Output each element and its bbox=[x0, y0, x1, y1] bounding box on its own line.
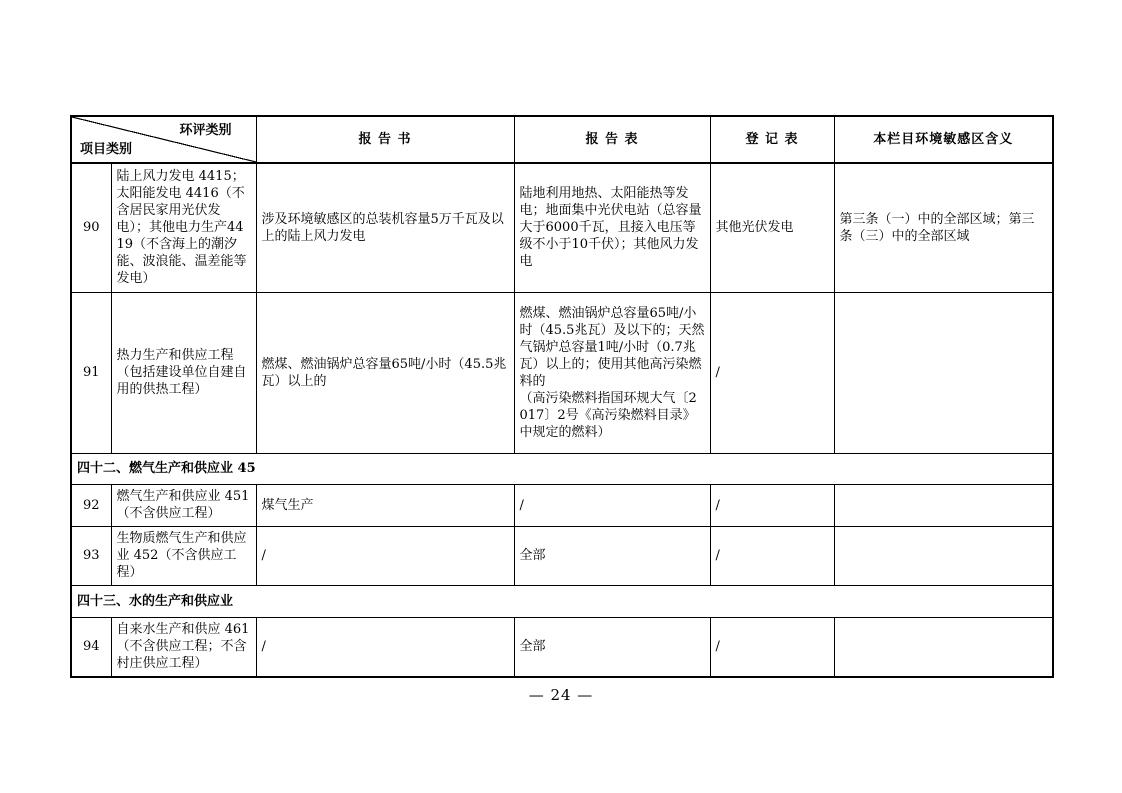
report-book-cell: / bbox=[256, 617, 514, 677]
report-table-cell: 全部 bbox=[514, 617, 710, 677]
register-cell: / bbox=[710, 526, 834, 585]
project-category-cell: 生物质燃气生产和供应业 452（不含供应工程） bbox=[111, 526, 256, 585]
section-title: 四十三、水的生产和供应业 bbox=[71, 585, 1053, 617]
row-number: 93 bbox=[71, 526, 111, 585]
row-number: 92 bbox=[71, 484, 111, 526]
report-book-cell: 煤气生产 bbox=[256, 484, 514, 526]
header-sensitive-area: 本栏目环境敏感区含义 bbox=[834, 116, 1053, 163]
sensitive-area-cell bbox=[834, 484, 1053, 526]
section-row bbox=[71, 453, 1053, 484]
row-number: 91 bbox=[71, 292, 111, 453]
register-cell: / bbox=[710, 292, 834, 453]
table-row bbox=[71, 526, 1053, 585]
table-row bbox=[71, 617, 1053, 677]
header-eia-category: 环评类别 bbox=[179, 123, 232, 138]
project-category-cell: 自来水生产和供应 461（不含供应工程；不含村庄供应工程） bbox=[111, 617, 256, 677]
table-header-row bbox=[71, 116, 1053, 163]
diagonal-header-cell bbox=[71, 116, 256, 163]
sensitive-area-cell: 第三条（一）中的全部区域；第三条（三）中的全部区域 bbox=[834, 163, 1053, 292]
table-row bbox=[71, 163, 1053, 292]
report-book-cell: 燃煤、燃油锅炉总容量65吨/小时（45.5兆瓦）以上的 bbox=[256, 292, 514, 453]
page-number: — 24 — bbox=[528, 686, 594, 704]
report-table-cell: 陆地利用地热、太阳能热等发电；地面集中光伏电站（总容量大于6000千瓦，且接入电压等级不小于10千伏）；其他风力发电 bbox=[514, 163, 710, 292]
register-cell: / bbox=[710, 617, 834, 677]
section-row bbox=[71, 585, 1053, 617]
section-title: 四十二、燃气生产和供应业 45 bbox=[71, 453, 1053, 484]
header-project-category: 项目类别 bbox=[80, 142, 133, 157]
header-register: 登 记 表 bbox=[710, 116, 834, 163]
register-cell: / bbox=[710, 484, 834, 526]
register-cell: 其他光伏发电 bbox=[710, 163, 834, 292]
report-book-cell: / bbox=[256, 526, 514, 585]
report-book-cell: 涉及环境敏感区的总装机容量5万千瓦及以上的陆上风力发电 bbox=[256, 163, 514, 292]
project-category-cell: 陆上风力发电 4415； 太阳能发电 4416（不含居民家用光伏发电）；其他电力生产4419（不含海上的潮汐能、波浪能、温差能等发电） bbox=[111, 163, 256, 292]
row-number: 90 bbox=[71, 163, 111, 292]
project-category-cell: 燃气生产和供应业 451（不含供应工程） bbox=[111, 484, 256, 526]
report-table-cell: / bbox=[514, 484, 710, 526]
table-row bbox=[71, 292, 1053, 453]
project-category-cell: 热力生产和供应工程（包括建设单位自建自用的供热工程） bbox=[111, 292, 256, 453]
header-report-table: 报 告 表 bbox=[514, 116, 710, 163]
sensitive-area-cell bbox=[834, 526, 1053, 585]
header-report-book: 报 告 书 bbox=[256, 116, 514, 163]
row-number: 94 bbox=[71, 617, 111, 677]
classification-table bbox=[70, 115, 1054, 678]
report-table-cell: 燃煤、燃油锅炉总容量65吨/小时（45.5兆瓦）及以下的；天然气锅炉总容量1吨/小时（0.7兆瓦）以上的；使用其他高污染燃料的 （高污染燃料指国环规大气〔2017〕2号《高污染燃料目录》中规定的燃料） bbox=[514, 292, 710, 453]
report-table-cell: 全部 bbox=[514, 526, 710, 585]
table-row bbox=[71, 484, 1053, 526]
sensitive-area-cell bbox=[834, 617, 1053, 677]
sensitive-area-cell bbox=[834, 292, 1053, 453]
